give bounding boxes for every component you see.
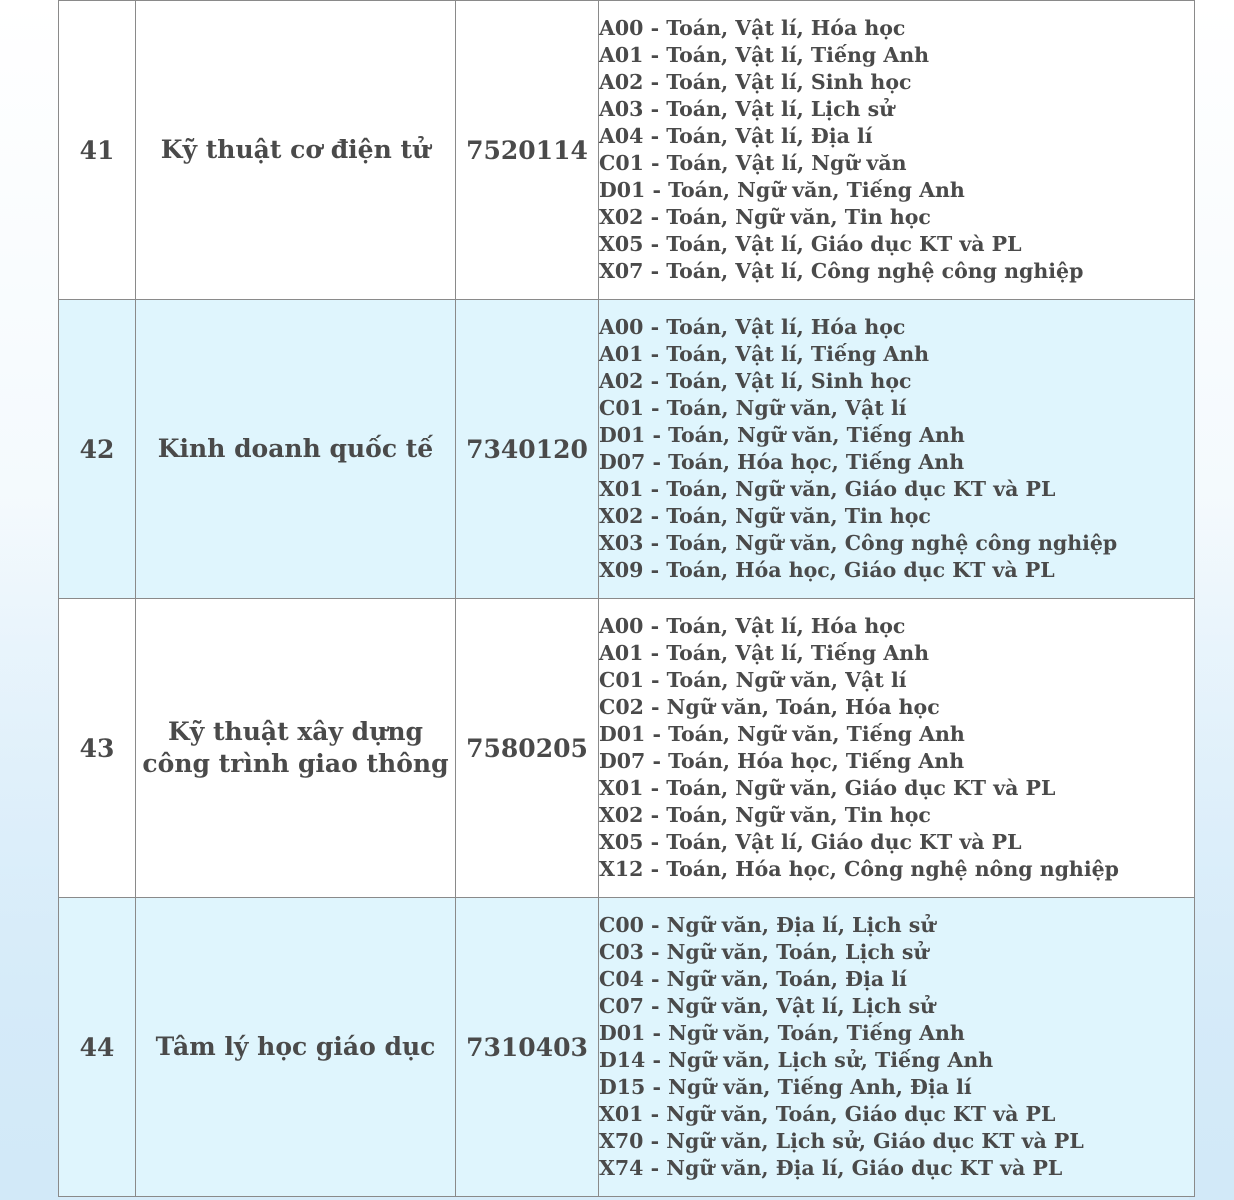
list-item: A04 - Toán, Vật lí, Địa lí	[599, 124, 873, 148]
list-item: A02 - Toán, Vật lí, Sinh học	[599, 369, 912, 393]
list-item: C01 - Toán, Ngữ văn, Vật lí	[599, 396, 907, 420]
list-item: C07 - Ngữ văn, Vật lí, Lịch sử	[599, 994, 935, 1018]
list-item: X74 - Ngữ văn, Địa lí, Giáo dục KT và PL	[599, 1156, 1063, 1180]
list-item: X12 - Toán, Hóa học, Công nghệ nông nghiệp	[599, 857, 1119, 881]
list-item: A02 - Toán, Vật lí, Sinh học	[599, 70, 912, 94]
list-item: C00 - Ngữ văn, Địa lí, Lịch sử	[599, 913, 936, 937]
table-row	[59, 1, 1195, 300]
major-name: Tâm lý học giáo dục	[136, 898, 456, 1197]
list-item: X03 - Toán, Ngữ văn, Công nghệ công nghiệp	[599, 531, 1118, 555]
list-item: A00 - Toán, Vật lí, Hóa học	[599, 614, 906, 638]
table-row	[59, 898, 1195, 1197]
list-item: X05 - Toán, Vật lí, Giáo dục KT và PL	[599, 830, 1022, 854]
list-item: A01 - Toán, Vật lí, Tiếng Anh	[599, 43, 930, 67]
combination-list	[599, 613, 1194, 883]
list-item: D07 - Toán, Hóa học, Tiếng Anh	[599, 450, 965, 474]
list-item: C02 - Ngữ văn, Toán, Hóa học	[599, 695, 940, 719]
list-item: A01 - Toán, Vật lí, Tiếng Anh	[599, 342, 930, 366]
combination-list	[599, 314, 1194, 584]
row-number: 42	[59, 300, 136, 599]
list-item: X02 - Toán, Ngữ văn, Tin học	[599, 504, 931, 528]
list-item: D07 - Toán, Hóa học, Tiếng Anh	[599, 749, 965, 773]
subject-combinations	[599, 898, 1195, 1197]
list-item: D01 - Toán, Ngữ văn, Tiếng Anh	[599, 178, 965, 202]
list-item: A00 - Toán, Vật lí, Hóa học	[599, 315, 906, 339]
background-gradient-left	[0, 500, 60, 1200]
major-code: 7340120	[456, 300, 599, 599]
list-item: X01 - Toán, Ngữ văn, Giáo dục KT và PL	[599, 776, 1056, 800]
major-name: Kỹ thuật cơ điện tử	[136, 1, 456, 300]
major-code: 7580205	[456, 599, 599, 898]
list-item: X02 - Toán, Ngữ văn, Tin học	[599, 205, 931, 229]
list-item: C01 - Toán, Ngữ văn, Vật lí	[599, 668, 907, 692]
major-name: Kinh doanh quốc tế	[136, 300, 456, 599]
list-item: X01 - Ngữ văn, Toán, Giáo dục KT và PL	[599, 1102, 1056, 1126]
row-number: 41	[59, 1, 136, 300]
list-item: X70 - Ngữ văn, Lịch sử, Giáo dục KT và PL	[599, 1129, 1084, 1153]
list-item: D14 - Ngữ văn, Lịch sử, Tiếng Anh	[599, 1048, 994, 1072]
row-number: 44	[59, 898, 136, 1197]
list-item: X02 - Toán, Ngữ văn, Tin học	[599, 803, 931, 827]
list-item: C04 - Ngữ văn, Toán, Địa lí	[599, 967, 907, 991]
list-item: D01 - Ngữ văn, Toán, Tiếng Anh	[599, 1021, 965, 1045]
list-item: D15 - Ngữ văn, Tiếng Anh, Địa lí	[599, 1075, 972, 1099]
list-item: A00 - Toán, Vật lí, Hóa học	[599, 16, 906, 40]
subject-combinations	[599, 599, 1195, 898]
list-item: X05 - Toán, Vật lí, Giáo dục KT và PL	[599, 232, 1022, 256]
major-code: 7520114	[456, 1, 599, 300]
subject-combinations	[599, 1, 1195, 300]
major-name-line-1: Kỹ thuật xây dựng	[168, 717, 423, 746]
table-row	[59, 599, 1195, 898]
list-item: A03 - Toán, Vật lí, Lịch sử	[599, 97, 895, 121]
list-item: X09 - Toán, Hóa học, Giáo dục KT và PL	[599, 558, 1055, 582]
major-code: 7310403	[456, 898, 599, 1197]
combination-list	[599, 912, 1194, 1182]
major-name-line-2: công trình giao thông	[142, 749, 449, 778]
list-item: C03 - Ngữ văn, Toán, Lịch sử	[599, 940, 929, 964]
list-item: D01 - Toán, Ngữ văn, Tiếng Anh	[599, 423, 965, 447]
major-name	[136, 599, 456, 898]
row-number: 43	[59, 599, 136, 898]
table-row	[59, 300, 1195, 599]
list-item: C01 - Toán, Vật lí, Ngữ văn	[599, 151, 907, 175]
list-item: X07 - Toán, Vật lí, Công nghệ công nghiệp	[599, 259, 1084, 283]
admissions-table	[58, 0, 1195, 1197]
list-item: A01 - Toán, Vật lí, Tiếng Anh	[599, 641, 930, 665]
background-gradient-right	[1189, 500, 1234, 1200]
list-item: D01 - Toán, Ngữ văn, Tiếng Anh	[599, 722, 965, 746]
list-item: X01 - Toán, Ngữ văn, Giáo dục KT và PL	[599, 477, 1056, 501]
subject-combinations	[599, 300, 1195, 599]
combination-list	[599, 15, 1194, 285]
